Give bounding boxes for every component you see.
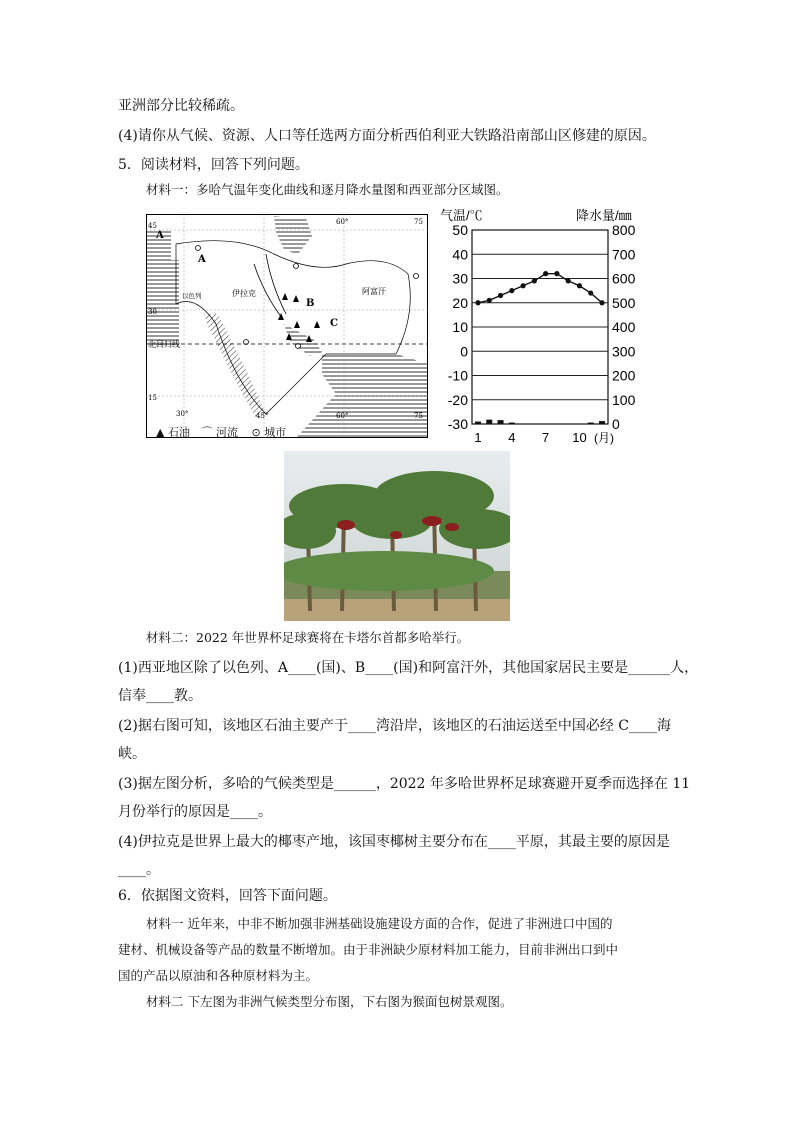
y-right-tick: 200	[612, 367, 636, 384]
y-right-tick: 800	[612, 222, 636, 238]
lon-30: 30°	[176, 410, 189, 418]
temp-point	[509, 288, 514, 293]
lon-75: 75	[414, 412, 423, 420]
precip-bar	[498, 420, 504, 424]
y-left-tick: 50	[452, 222, 468, 238]
lat-15: 15	[148, 394, 157, 402]
y-left-tick: -30	[447, 416, 468, 432]
lon-75-top: 75	[414, 218, 423, 226]
lon-60-top: 60°	[336, 218, 349, 226]
question-5-3-cont: 月份举行的原因是____。	[118, 804, 272, 820]
temp-point	[532, 278, 537, 283]
temp-point	[588, 290, 593, 295]
lat-45: 45	[148, 222, 157, 230]
oil-icon: ▲	[156, 426, 165, 439]
lat-30: 30	[148, 308, 157, 316]
label-afghanistan: 阿富汗	[362, 287, 386, 296]
x-tick: 10	[572, 430, 587, 445]
precip-bar	[509, 423, 515, 424]
material-6-1-cont2: 国的产品以原油和各种原材料为主。	[118, 968, 319, 983]
question-5-1: (1)西亚地区除了以色列、A____(国)、B____(国)和阿富汗外，其他国家居民主要是______人，	[118, 660, 699, 676]
temp-point	[577, 283, 582, 288]
question-5-4-cont: ____。	[118, 862, 160, 878]
question-5-4: (4)伊拉克是世界上最大的椰枣产地，该国枣椰树主要分布在____平原，其最主要的原因是	[118, 834, 670, 850]
label-b: B	[306, 298, 315, 309]
legend-river-label: 河流	[215, 426, 238, 439]
material-6-1-cont: 建材、机械设备等产品的数量不断增加。由于非洲缺少原材料加工能力，目前非洲出口到中	[118, 942, 619, 957]
legend-city-label: 城市	[264, 426, 287, 439]
temp-point	[520, 283, 525, 288]
material-1: 材料一：多哈气温年变化曲线和逐月降水量图和西亚部分区域图。	[146, 182, 509, 197]
material-6-1: 材料一 近年来，中非不断加强非洲基础设施建设方面的合作，促进了非洲进口中国的	[146, 916, 613, 931]
lon-45: 45°	[256, 412, 269, 420]
material-2: 材料二：2022 年世界杯足球赛将在卡塔尔首都多哈举行。	[146, 630, 470, 645]
question-5-3: (3)据左图分析，多哈的气候类型是______，2022 年多哈世界杯足球赛避开夏季而选择在 11	[118, 776, 691, 792]
map-legend	[156, 424, 286, 440]
label-a-marker: A	[198, 254, 206, 265]
x-unit-label: (月)	[594, 431, 614, 445]
temp-point	[566, 278, 571, 283]
y-right-label: 降水量/㎜	[576, 208, 632, 223]
y-right-tick: 0	[612, 416, 620, 432]
legend-oil-label: 石油	[167, 426, 190, 439]
question-6-title: 6．依据图文资料，回答下面问题。	[118, 888, 337, 904]
y-right-tick: 100	[612, 391, 636, 408]
y-left-label: 气温/℃	[440, 208, 483, 223]
temp-point	[498, 293, 503, 298]
label-iraq: 伊拉克	[232, 289, 256, 298]
question-5-title: 5．阅读材料，回答下列问题。	[118, 157, 309, 173]
x-tick: 7	[542, 430, 550, 445]
x-tick: 1	[474, 430, 482, 445]
y-right-tick: 300	[612, 343, 636, 360]
precip-bar	[475, 422, 481, 424]
precip-bar	[588, 423, 594, 424]
y-right-tick: 600	[612, 270, 636, 287]
y-left-tick: 20	[452, 294, 468, 311]
temp-point	[599, 300, 604, 305]
label-tropic: 北回归线	[148, 340, 180, 349]
temp-point	[554, 271, 559, 276]
y-right-tick: 700	[612, 246, 636, 263]
y-right-tick: 400	[612, 319, 636, 335]
y-left-tick: 0	[460, 343, 468, 360]
city-icon: ⊙	[251, 426, 261, 439]
doha-climate-chart	[432, 200, 644, 452]
precip-bar	[599, 421, 605, 424]
palm-tree-photo	[284, 451, 510, 621]
river-icon: ⌒	[201, 426, 213, 439]
temp-point	[543, 271, 548, 276]
y-left-tick: 40	[452, 246, 468, 263]
lon-60: 60°	[336, 412, 349, 420]
question-5-1-cont: 信奉____教。	[118, 688, 202, 704]
mediterranean-sea	[147, 260, 179, 346]
y-right-tick: 500	[612, 294, 636, 311]
temp-point	[475, 300, 480, 305]
west-asia-map	[146, 214, 428, 438]
question-5-2: (2)据右图可知，该地区石油主要产于____湾沿岸，该地区的石油运送至中国必经 C____海	[118, 718, 671, 734]
y-left-tick: 10	[452, 319, 468, 335]
question-4: (4)请你从气候、资源、人口等任选两方面分析西伯利亚大铁路沿南部山区修建的原因。	[118, 128, 656, 144]
y-left-tick: 30	[452, 270, 468, 287]
y-left-tick: -20	[447, 391, 468, 408]
label-israel: 以色列	[182, 292, 202, 300]
precip-bar	[486, 420, 492, 424]
label-a: A	[156, 230, 164, 241]
y-left-tick: -10	[447, 367, 468, 384]
question-5-2-cont: 峡。	[118, 746, 146, 762]
material-6-2: 材料二 下左图为非洲气候类型分布图，下右图为猴面包树景观图。	[146, 994, 513, 1009]
text-line: 亚洲部分比较稀疏。	[118, 98, 244, 114]
temp-point	[487, 298, 492, 303]
x-tick: 4	[508, 430, 516, 445]
label-c: C	[330, 318, 338, 329]
